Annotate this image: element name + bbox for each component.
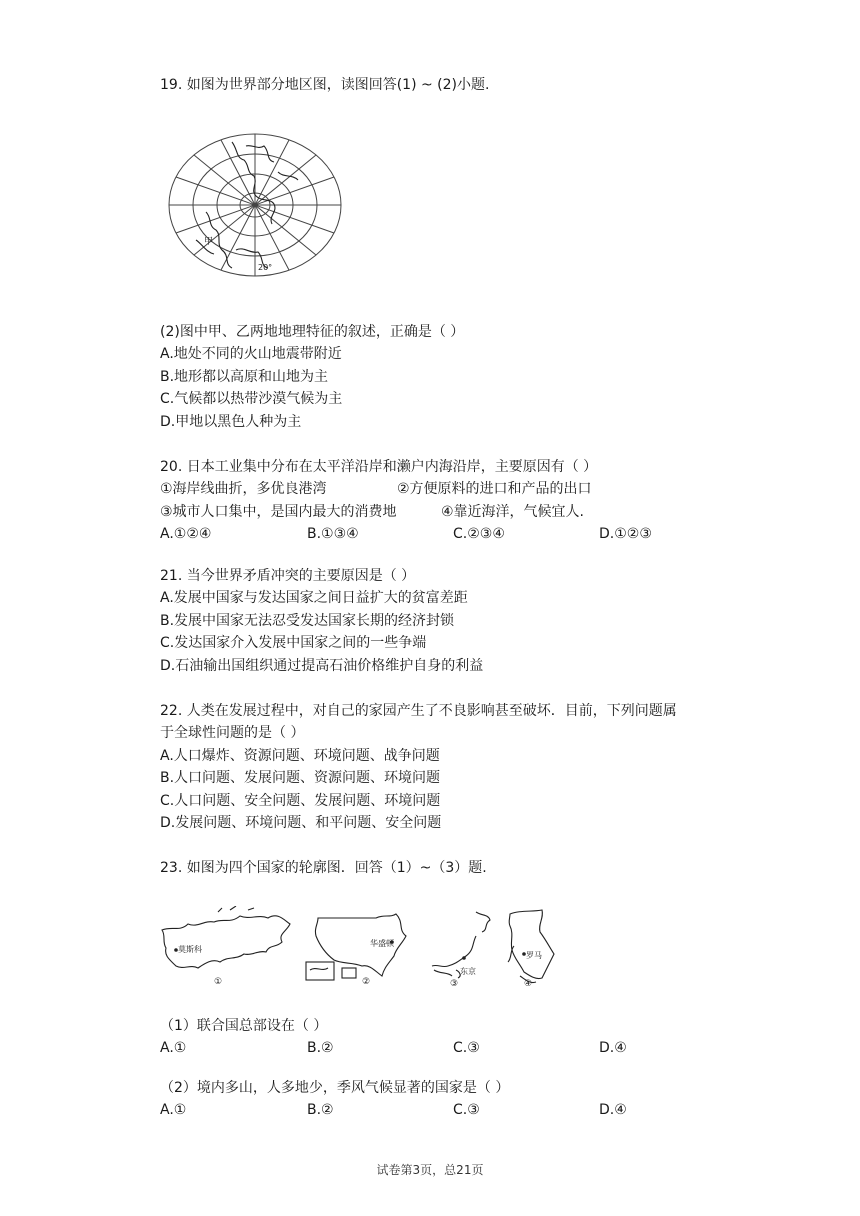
q22-option-b[interactable]: B.人口问题、发展问题、资源问题、环境问题 [160, 770, 441, 786]
q23-stem: 23. 如图为四个国家的轮廓图．回答（1）~（3）题. [160, 860, 487, 876]
q23-sub1-stem: （1）联合国总部设在（ ） [160, 1018, 328, 1034]
q23-label-n4: ④ [524, 979, 533, 989]
q23-label-tokyo: 东京 [460, 967, 476, 976]
q19-polar-map-figure [166, 132, 344, 278]
q23-label-n1: ① [214, 977, 223, 987]
q23-sub2-option-a[interactable]: A.① [160, 1102, 187, 1118]
q19-label-20: 20° [258, 263, 273, 272]
q19-option-b[interactable]: B.地形都以高原和山地为主 [160, 369, 329, 385]
q22-option-a[interactable]: A.人口爆炸、资源问题、环境问题、战争问题 [160, 748, 440, 764]
q19-option-a[interactable]: A.地处不同的火山地震带附近 [160, 346, 342, 362]
q20-option-b[interactable]: B.①③④ [307, 526, 359, 542]
q19-stem: 19. 如图为世界部分地区图，读图回答(1) ~ (2)小题. [160, 77, 490, 93]
q20-item-1: ①海岸线曲折，多优良港湾 [160, 481, 327, 497]
q19-sub2-stem: (2)图中甲、乙两地地理特征的叙述，正确是（ ） [160, 324, 465, 340]
q19-option-c[interactable]: C.气候都以热带沙漠气候为主 [160, 391, 343, 407]
q20-items-row-1 [160, 479, 720, 499]
q20-option-c[interactable]: C.②③④ [453, 526, 505, 542]
q20-item-3: ③城市人口集中，是国内最大的消费地 [160, 504, 397, 520]
q22-option-c[interactable]: C.人口问题、安全问题、发展问题、环境问题 [160, 793, 441, 809]
q23-label-rome: 罗马 [526, 951, 542, 960]
q20-items-row-2 [160, 502, 720, 522]
q23-sub1-options [160, 1038, 720, 1058]
q20-option-a[interactable]: A.①②④ [160, 526, 212, 542]
q23-sub1-option-b[interactable]: B.② [307, 1040, 334, 1056]
page-footer: 试卷第3页，总21页 [376, 1163, 484, 1177]
q23-sub1-option-a[interactable]: A.① [160, 1040, 187, 1056]
q23-sub2-option-c[interactable]: C.③ [453, 1102, 480, 1118]
russia-outline [162, 906, 290, 968]
q23-sub2-option-b[interactable]: B.② [307, 1102, 334, 1118]
q23-sub2-stem: （2）境内多山，人多地少，季风气候显著的国家是（ ） [160, 1080, 510, 1096]
q23-label-n2: ② [362, 977, 371, 987]
q23-country-outlines-figure [158, 906, 558, 990]
q20-stem: 20. 日本工业集中分布在太平洋沿岸和濑户内海沿岸，主要原因有（ ） [160, 459, 598, 475]
q23-sub2-option-d[interactable]: D.④ [599, 1102, 627, 1118]
q20-item-2: ②方便原料的进口和产品的出口 [397, 481, 592, 497]
q20-options [160, 524, 720, 544]
q21-stem: 21. 当今世界矛盾冲突的主要原因是（ ） [160, 568, 416, 584]
q22-stem-line-1: 22. 人类在发展过程中，对自己的家园产生了不良影响甚至破坏．目前，下列问题属 [160, 703, 677, 719]
q22-option-d[interactable]: D.发展问题、环境问题、和平问题、安全问题 [160, 815, 442, 831]
q23-label-moscow: 莫斯科 [178, 945, 202, 954]
q21-option-a[interactable]: A.发展中国家与发达国家之间日益扩大的贫富差距 [160, 590, 468, 606]
q23-sub1-option-c[interactable]: C.③ [453, 1040, 480, 1056]
q20-item-4: ④靠近海洋，气候宜人. [441, 504, 585, 520]
q21-option-d[interactable]: D.石油输出国组织通过提高石油价格维护自身的利益 [160, 658, 484, 674]
q23-sub2-options [160, 1100, 720, 1120]
q20-option-d[interactable]: D.①②③ [599, 526, 652, 542]
q22-stem-line-2: 于全球性问题的是（ ） [160, 725, 305, 741]
q23-label-washington: 华盛顿 [370, 939, 394, 948]
q19-label-jia: 甲 [204, 237, 214, 247]
q21-option-b[interactable]: B.发展中国家无法忍受发达国家长期的经济封锁 [160, 613, 455, 629]
italy-outline [508, 910, 554, 983]
q23-label-n3: ③ [450, 979, 459, 989]
q19-option-d[interactable]: D.甲地以黑色人种为主 [160, 414, 302, 430]
q21-option-c[interactable]: C.发达国家介入发展中国家之间的一些争端 [160, 635, 427, 651]
q23-sub1-option-d[interactable]: D.④ [599, 1040, 627, 1056]
